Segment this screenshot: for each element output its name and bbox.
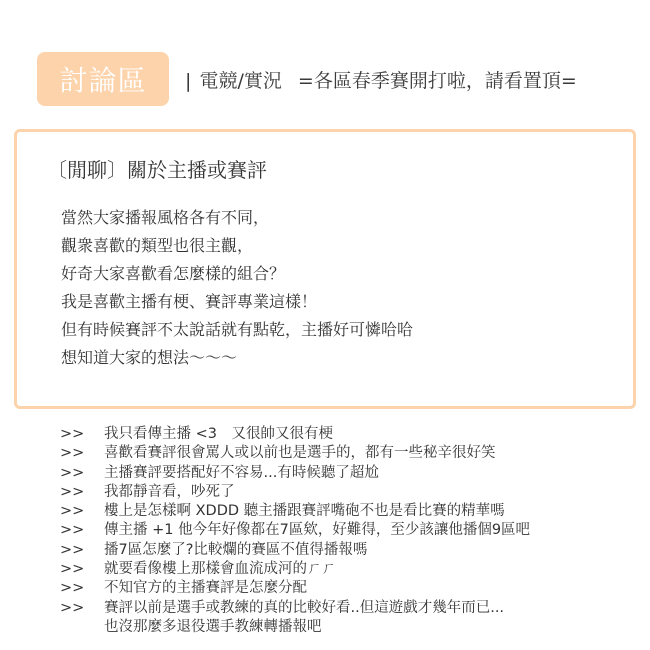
board-badge[interactable] [37, 52, 169, 106]
post-title: 〔閒聊〕關於主播或賽評 [47, 158, 267, 182]
reply-marker: >> [60, 483, 85, 500]
reply-marker: >> [60, 503, 85, 520]
post-body-line: 當然大家播報風格各有不同， [61, 208, 270, 227]
breadcrumb-separator: | [185, 69, 192, 92]
reply-item [60, 521, 530, 540]
reply-text: 不知官方的主播賽評是怎麼分配 [104, 580, 307, 597]
board-label: 討論區 [59, 64, 147, 97]
reply-marker: >> [60, 426, 85, 442]
forum-header [37, 52, 577, 106]
breadcrumb [185, 66, 577, 93]
reply-item [60, 560, 530, 579]
reply-marker: >> [60, 464, 85, 481]
reply-text: 主播賽評要搭配好不容易...有時候聽了超尬 [104, 464, 379, 481]
reply-item [60, 502, 530, 521]
reply-item [60, 464, 530, 483]
reply-item [60, 599, 530, 618]
reply-item [60, 541, 530, 560]
post-body [61, 204, 413, 372]
post-body-line: 但有時候賽評不太說話就有點乾，主播好可憐哈哈 [61, 320, 414, 339]
post-body-line: 我是喜歡主播有梗、賽評專業這樣！ [61, 292, 318, 311]
reply-marker: >> [60, 522, 85, 539]
board-announcement: =各區春季賽開打啦，請看置頂= [297, 69, 577, 92]
reply-text: 也沒那麼多退役選手教練轉播報吧 [104, 618, 322, 635]
reply-text: 喜歡看賽評很會罵人或以前也是選手的，都有一些秘辛很好笑 [104, 445, 496, 462]
post-body-line: 觀衆喜歡的類型也很主觀， [61, 236, 254, 255]
reply-list [60, 425, 530, 637]
reply-marker: >> [60, 561, 85, 578]
reply-text: 傳主播 +1 他今年好像都在7區欸，好難得，至少該讓他播個9區吧 [104, 522, 531, 539]
reply-marker: >> [60, 541, 85, 558]
reply-text: 賽評以前是選手或教練的真的比較好看..但這遊戲才幾年而已... [104, 599, 505, 616]
reply-marker: >> [60, 599, 85, 616]
reply-continuation [60, 618, 530, 637]
reply-text: 我都靜音看，吵死了 [104, 483, 235, 500]
post-card [14, 129, 636, 409]
reply-marker: >> [60, 445, 85, 462]
reply-text: 我只看傳主播 <3 又很帥又很有梗 [104, 426, 333, 442]
reply-marker-spacer [60, 618, 104, 637]
reply-text: 就要看像樓上那樣會血流成河的ㄏㄏ [104, 561, 336, 578]
reply-item [60, 483, 530, 502]
post-body-line: 想知道大家的想法〜〜〜 [61, 348, 238, 367]
reply-text: 播7區怎麼了?比較爛的賽區不值得播報嗎 [104, 541, 368, 558]
reply-item [60, 444, 530, 463]
post-body-line: 好奇大家喜歡看怎麼樣的組合？ [61, 264, 286, 283]
breadcrumb-category[interactable]: 電競/實況 [199, 69, 282, 92]
reply-item [60, 425, 530, 444]
reply-marker: >> [60, 580, 85, 597]
reply-text: 樓上是怎樣啊 XDDD 聽主播跟賽評嘴砲不也是看比賽的精華嗎 [104, 503, 505, 520]
reply-item [60, 579, 530, 598]
